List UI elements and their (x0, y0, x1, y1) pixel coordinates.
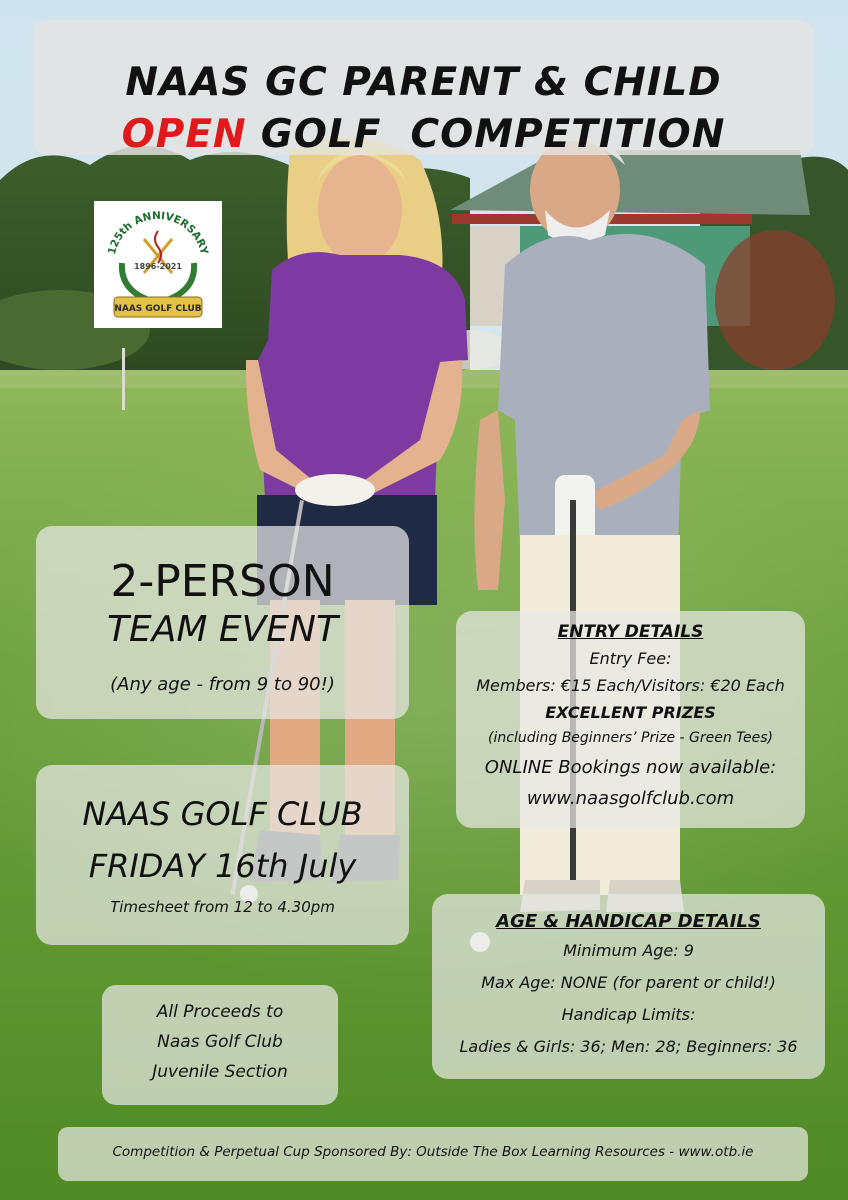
proceeds-panel (102, 985, 338, 1105)
entry-details-panel (456, 611, 805, 828)
title-line-2 (33, 112, 814, 157)
title-line-2-rest: GOLF COMPETITION (260, 112, 726, 157)
proceeds-line-1: All Proceeds to (156, 1002, 284, 1022)
entry-fees: Members: €15 Each/Visitors: €20 Each (476, 676, 785, 695)
prizes-note: (including Beginners’ Prize - Green Tees) (488, 730, 773, 746)
logo-years: 1896-2021 (134, 262, 182, 271)
sponsor-banner (58, 1127, 808, 1181)
age-handicap-panel (432, 894, 825, 1079)
proceeds-line-2: Naas Golf Club (157, 1032, 283, 1052)
minimum-age: Minimum Age: 9 (563, 941, 694, 960)
excellent-prizes: EXCELLENT PRIZES (545, 703, 716, 722)
sponsor-text: Competition & Perpetual Cup Sponsored By: Outside The Box Learning Resources - www.otb.ie (112, 1144, 754, 1160)
title-banner (33, 20, 814, 155)
team-event-line-2: TEAM EVENT (107, 609, 338, 650)
team-event-line-1: 2-PERSON (110, 556, 335, 607)
entry-fee-label: Entry Fee: (589, 649, 672, 668)
timesheet-text: Timesheet from 12 to 4.30pm (110, 898, 335, 916)
logo-bottom-text: NAAS GOLF CLUB (114, 304, 202, 314)
maximum-age: Max Age: NONE (for parent or child!) (481, 973, 776, 992)
handicap-limits: Ladies & Girls: 36; Men: 28; Beginners: 36 (459, 1037, 798, 1056)
logo-top-text: 125th ANNIVERSARY (105, 209, 211, 256)
team-event-panel (36, 526, 409, 719)
proceeds-line-3: Juvenile Section (152, 1062, 288, 1082)
venue-name: NAAS GOLF CLUB (82, 795, 363, 833)
anniversary-logo (94, 201, 222, 328)
website-link[interactable]: www.naasgolfclub.com (526, 788, 735, 809)
title-line-1: NAAS GC PARENT & CHILD (125, 60, 722, 105)
online-bookings-text: ONLINE Bookings now available: (484, 757, 777, 778)
team-event-line-3: (Any age - from 9 to 90!) (110, 674, 335, 695)
age-handicap-heading: AGE & HANDICAP DETAILS (496, 911, 761, 932)
event-date: FRIDAY 16th July (88, 847, 357, 885)
handicap-limits-label: Handicap Limits: (561, 1005, 696, 1024)
title-open-word: OPEN (121, 112, 247, 157)
entry-details-heading: ENTRY DETAILS (557, 622, 704, 642)
venue-date-panel (36, 765, 409, 945)
